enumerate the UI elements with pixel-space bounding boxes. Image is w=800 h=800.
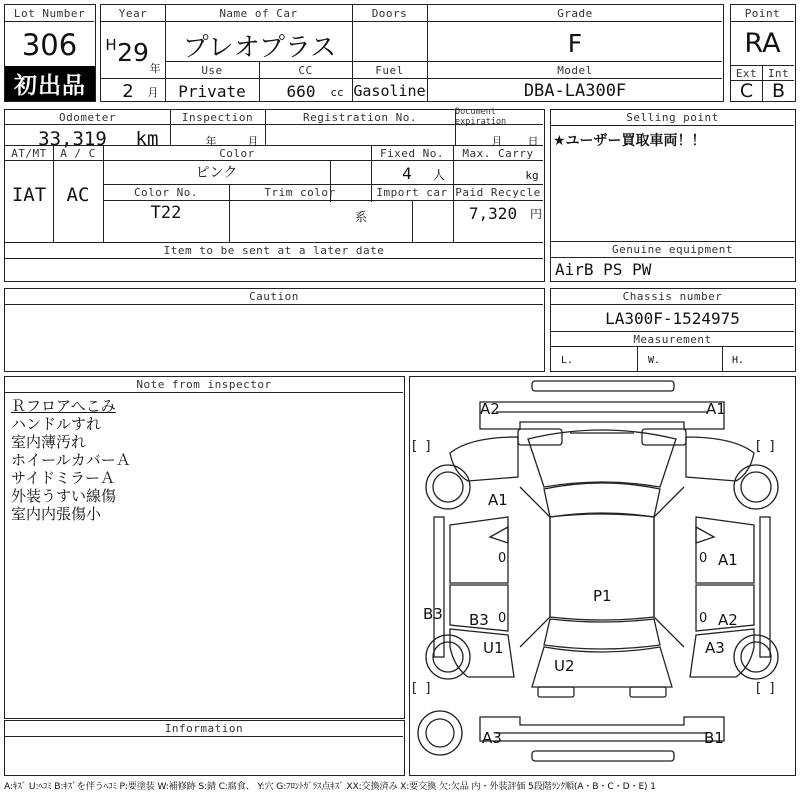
- grade-label: Grade: [557, 6, 593, 20]
- color-value: ピンク: [195, 165, 238, 181]
- inspector-note-line: 室内薄汚れ: [11, 433, 87, 451]
- inspection-month-unit: 月: [247, 135, 259, 148]
- odometer-unit: km: [135, 128, 159, 150]
- point-box: [730, 4, 796, 102]
- damage-mark-left-rear-door: B3: [469, 611, 489, 629]
- bracket-mark: [ ]: [756, 439, 775, 454]
- damage-mark-rear-right-corner: B1: [704, 729, 724, 747]
- selling-point-text: ★ユーザー買取車両！！: [553, 133, 706, 149]
- car-diagram-box: [409, 376, 796, 776]
- inspector-note-line: サイドミラーＡ: [11, 469, 115, 487]
- int-value: B: [771, 80, 786, 102]
- name-label: Name of Car: [219, 6, 298, 20]
- equipment-box: [550, 241, 796, 282]
- paid-recycle-label: Paid Recycle: [455, 185, 541, 199]
- damage-mark-front-left-corner: A2: [480, 400, 500, 418]
- zero-mark-left-rear: 0: [498, 611, 507, 626]
- car-info-box: [100, 4, 428, 102]
- damage-mark-rear-left-corner: A3: [482, 729, 502, 747]
- inspector-note-line: 室内内張傷小: [11, 505, 102, 523]
- inspection-year-unit: 年: [205, 135, 217, 148]
- information-label: Information: [164, 722, 244, 735]
- color-label: Color: [219, 146, 255, 160]
- fixed-no-unit: 人: [432, 167, 445, 182]
- car-name: プレオプラス: [182, 32, 337, 63]
- color-no-value: T22: [150, 203, 182, 223]
- model-value: DBA-LA300F: [523, 81, 627, 101]
- damage-mark-roof: P1: [593, 587, 612, 605]
- odometer-value: 33,319: [38, 128, 107, 150]
- inspector-note-box: [4, 376, 405, 719]
- ext-value: C: [739, 80, 754, 102]
- max-carry-unit: kg: [525, 168, 539, 182]
- first-listing-badge: 初出品: [5, 66, 95, 101]
- zero-mark-left-front: 0: [498, 551, 507, 566]
- grade-value: F: [567, 28, 583, 58]
- selling-point-label: Selling point: [626, 111, 719, 124]
- atmt-label: AT/MT: [11, 146, 47, 160]
- inspector-note-line: 外装うすい線傷: [11, 487, 117, 505]
- damage-mark-left-rear-fender: B3: [423, 605, 443, 623]
- fuel-label: Fuel: [375, 63, 404, 77]
- damage-mark-right-front-door: A1: [718, 551, 738, 569]
- point-value: RA: [744, 27, 781, 59]
- damage-mark-left-rocker: U1: [483, 639, 504, 657]
- month-value: 2: [122, 80, 134, 102]
- doc-expiration-label: Document expiration: [455, 107, 507, 127]
- chassis-box: [550, 288, 796, 372]
- fixed-no-label: Fixed No.: [379, 146, 445, 160]
- doors-label: Doors: [371, 6, 408, 20]
- doc-day-unit: 日: [527, 135, 539, 148]
- equipment-text: AirB PS PW: [555, 260, 652, 279]
- year-unit: 年: [149, 62, 161, 75]
- point-label: Point: [744, 6, 781, 20]
- measurement-l: L.: [561, 355, 574, 366]
- measurement-h: H.: [732, 355, 745, 366]
- cc-value: 660: [286, 81, 316, 101]
- cc-label: CC: [298, 63, 313, 77]
- lot-number-label: Lot Number: [13, 6, 86, 20]
- doors-value: [352, 25, 427, 65]
- damage-mark-right-rear-fender: A3: [705, 639, 725, 657]
- color-no-label: Color No.: [133, 185, 199, 199]
- doc-month-unit: 月: [491, 135, 503, 148]
- information-box: [4, 720, 405, 776]
- fuel-value: Gasoline: [353, 82, 426, 100]
- registration-label: Registration No.: [303, 110, 417, 124]
- fixed-no-value: 4: [402, 163, 412, 183]
- year-label: Year: [118, 6, 148, 20]
- measurement-label: Measurement: [633, 332, 712, 346]
- inspector-note-line: ホイールカバーＡ: [11, 451, 131, 469]
- selling-point-box: [550, 109, 796, 243]
- damage-mark-rear-floor: U2: [554, 657, 575, 675]
- bracket-mark: [ ]: [412, 681, 431, 696]
- damage-mark-hood-left: A1: [488, 491, 508, 509]
- inspection-label: Inspection: [181, 110, 254, 124]
- paid-recycle-value: 7,320: [468, 203, 518, 223]
- lot-number: 306: [21, 28, 78, 62]
- inspector-note-line: ハンドルすれ: [11, 415, 102, 433]
- measurement-w: W.: [648, 355, 661, 366]
- bracket-mark: [ ]: [412, 439, 431, 454]
- chassis-number: LA300F-1524975: [605, 308, 740, 328]
- ac-label: A / C: [60, 146, 96, 160]
- grade-box: [427, 4, 724, 102]
- use-label: Use: [201, 63, 223, 77]
- details-box: [4, 109, 545, 282]
- int-label: Int: [767, 66, 790, 80]
- inspector-note-label: Note from inspector: [136, 378, 272, 391]
- bracket-mark: [ ]: [756, 681, 775, 696]
- use-value: Private: [178, 81, 246, 101]
- max-carry-label: Max. Carry: [462, 146, 534, 160]
- ac-value: AC: [66, 184, 90, 206]
- atmt-value: IAT: [11, 184, 47, 206]
- legend-text: A:ｷｽﾞ U:ﾍｺﾐ B:ｷｽﾞを伴うﾍｺﾐ P:要塗装 W:補修跡 S:錆 C:腐食、 Y:穴 G:ﾌﾛﾝﾄｶﾞﾗｽ点ｷｽﾞ XX:交換済み X:要交換 欠:欠品 内・外装評価 5段階ﾗﾝｸ順(A・B・C・D・E) 1: [4, 781, 656, 792]
- chassis-label: Chassis number: [622, 290, 723, 303]
- later-items-label: Item to be sent at a later date: [163, 244, 385, 257]
- era: H: [105, 36, 117, 54]
- trim-color-label: Trim color: [264, 185, 336, 199]
- model-label: Model: [557, 63, 593, 77]
- odometer-label: Odometer: [59, 110, 116, 124]
- inspector-note-list: [11, 397, 131, 523]
- ext-label: Ext: [735, 66, 758, 80]
- month-unit: 月: [147, 86, 159, 99]
- damage-mark-right-rear-door: A2: [718, 611, 738, 629]
- cc-unit: cc: [330, 85, 344, 99]
- equipment-label: Genuine equipment: [611, 243, 734, 256]
- caution-label: Caution: [249, 290, 299, 303]
- damage-mark-front-right-corner: A1: [706, 400, 726, 418]
- paid-recycle-unit: 円: [529, 206, 542, 221]
- trim-color-unit: 系: [354, 209, 367, 224]
- zero-mark-right-front: 0: [699, 551, 708, 566]
- caution-box: [4, 288, 545, 372]
- import-car-label: Import car: [376, 185, 448, 199]
- zero-mark-right-rear: 0: [699, 611, 708, 626]
- inspector-note-line: Ｒフロアへこみ: [11, 397, 116, 415]
- car-diagram-svg: [410, 377, 794, 774]
- year-value: 29: [117, 37, 149, 67]
